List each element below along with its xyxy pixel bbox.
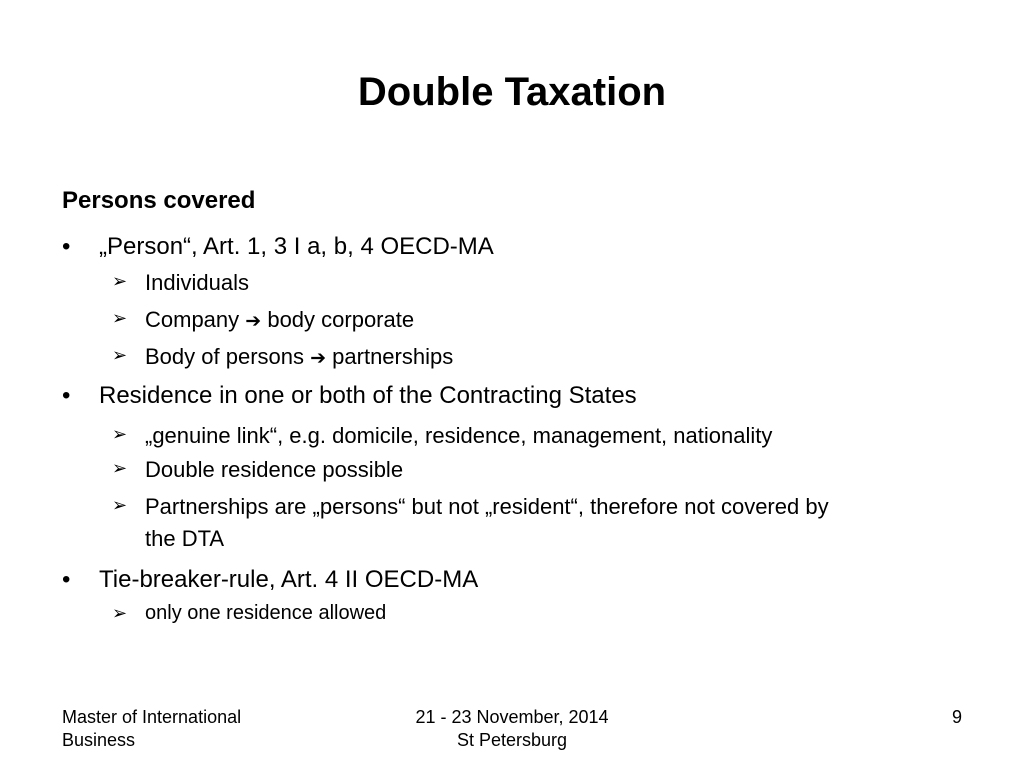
sub-bullet-text — [145, 307, 414, 333]
footer-center — [312, 706, 712, 752]
arrow-bullet-icon: ➢ — [112, 271, 128, 291]
section-heading: Persons covered — [62, 187, 256, 214]
bullet-dot: • — [62, 382, 71, 409]
sub-bullet-text: „genuine link“, e.g. domicile, residence, management, nationality — [145, 423, 773, 448]
arrow-bullet-icon: ➢ — [112, 308, 128, 328]
sub-bullet-text: Partnerships are „persons“ but not „resident“, therefore not covered by — [145, 494, 829, 519]
bullet-text: „Person“, Art. 1, 3 I a, b, 4 OECD-MA — [99, 233, 494, 260]
footer-program-line1: Master of International — [62, 707, 242, 727]
sub-bullet-text: Double residence possible — [145, 457, 404, 482]
sub-bullet-text: only one residence allowed — [145, 602, 387, 624]
arrow-bullet-icon: ➢ — [112, 603, 128, 623]
page-number: 9 — [951, 707, 962, 727]
arrow-right-icon: ➔ — [310, 347, 327, 369]
sub-bullet-text — [145, 344, 453, 370]
bullet-dot: • — [62, 566, 71, 593]
bullet-text: Tie-breaker-rule, Art. 4 II OECD-MA — [99, 566, 479, 593]
sub-bullet-text-end: partnerships — [332, 344, 454, 369]
bullet-text: Residence in one or both of the Contracting States — [99, 382, 637, 409]
arrow-bullet-icon: ➢ — [112, 495, 128, 515]
footer-location: St Petersburg — [456, 730, 568, 750]
footer-left — [62, 706, 322, 752]
bullet-dot: • — [62, 233, 71, 260]
sub-bullet-text-start: Body of persons — [145, 344, 304, 369]
sub-bullet-text-end: body corporate — [267, 307, 415, 332]
arrow-bullet-icon: ➢ — [112, 458, 128, 478]
sub-bullet-text: Individuals — [145, 270, 249, 295]
arrow-bullet-icon: ➢ — [112, 424, 128, 444]
sub-bullet-text-start: Company — [145, 307, 240, 332]
slide-title: Double Taxation — [357, 70, 667, 114]
footer-date: 21 - 23 November, 2014 — [415, 707, 609, 727]
arrow-bullet-icon: ➢ — [112, 345, 128, 365]
sub-bullet-text-continued: the DTA — [145, 526, 225, 551]
footer-program-line2: Business — [62, 730, 136, 750]
arrow-right-icon: ➔ — [245, 310, 262, 332]
